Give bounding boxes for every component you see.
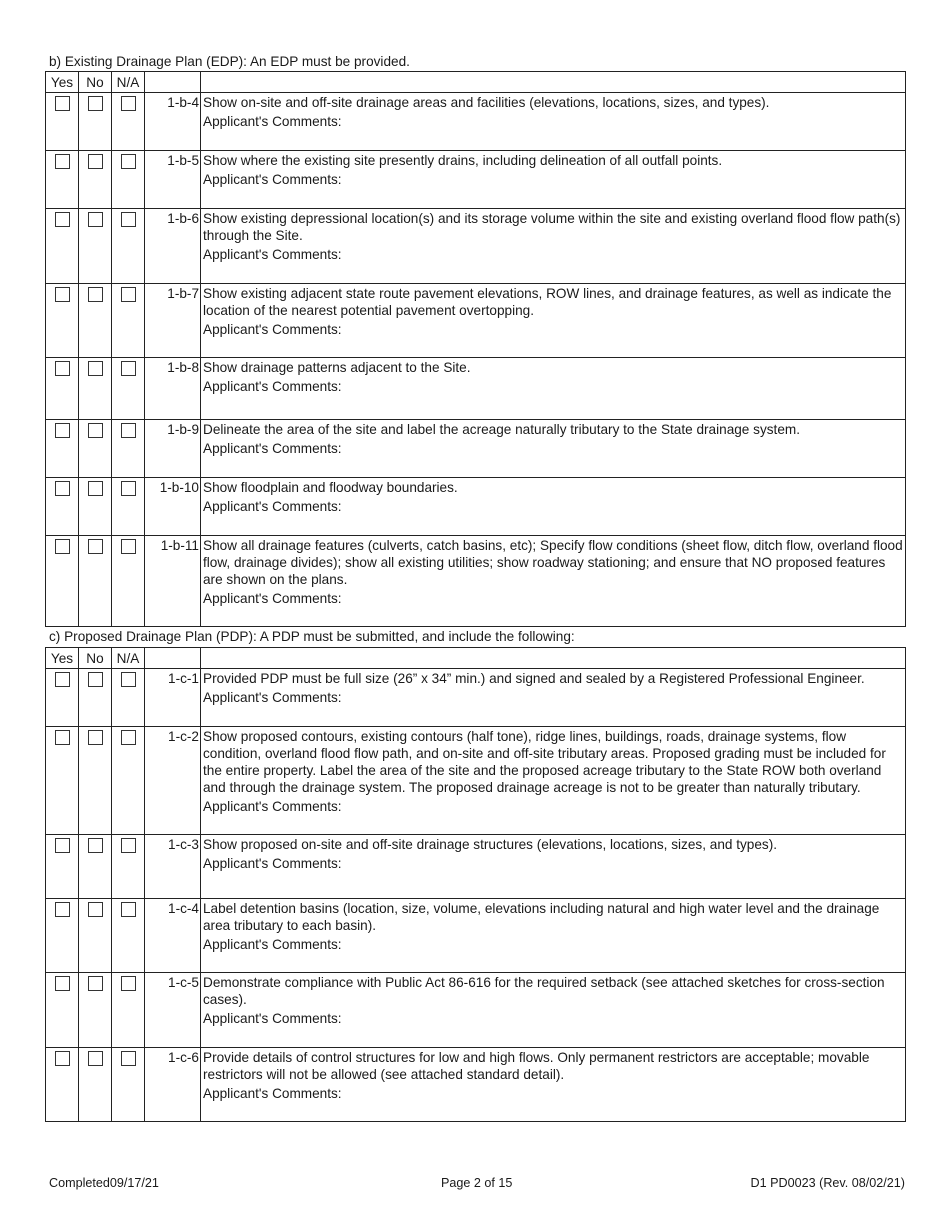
item-id: 1-c-4	[145, 899, 201, 973]
applicant-comments-label[interactable]: Applicant's Comments:	[203, 1086, 342, 1101]
item-description-cell	[201, 478, 906, 536]
header-no: No	[79, 648, 112, 669]
na-checkbox[interactable]	[121, 976, 136, 991]
header-description	[201, 648, 906, 669]
item-description-cell	[201, 727, 906, 835]
no-cell	[79, 209, 112, 284]
yes-checkbox[interactable]	[55, 1051, 70, 1066]
no-cell	[79, 151, 112, 209]
yes-cell	[46, 835, 79, 899]
applicant-comments-label[interactable]: Applicant's Comments:	[203, 499, 342, 514]
yes-cell	[46, 973, 79, 1048]
na-checkbox[interactable]	[121, 287, 136, 302]
item-description-cell	[201, 358, 906, 420]
yes-cell	[46, 669, 79, 727]
yes-checkbox[interactable]	[55, 212, 70, 227]
no-checkbox[interactable]	[88, 481, 103, 496]
footer-form-id: D1 PD0023 (Rev. 08/02/21)	[750, 1176, 905, 1190]
section-b-title: b) Existing Drainage Plan (EDP): An EDP must be provided.	[49, 54, 410, 69]
yes-checkbox[interactable]	[55, 287, 70, 302]
no-checkbox[interactable]	[88, 154, 103, 169]
yes-checkbox[interactable]	[55, 902, 70, 917]
yes-cell	[46, 727, 79, 835]
na-cell	[112, 973, 145, 1048]
checklist-row	[46, 835, 906, 899]
item-id: 1-c-6	[145, 1048, 201, 1122]
applicant-comments-label[interactable]: Applicant's Comments:	[203, 114, 342, 129]
proposed-drainage-table	[45, 647, 906, 1122]
item-description-cell	[201, 536, 906, 627]
na-cell	[112, 1048, 145, 1122]
item-id: 1-c-2	[145, 727, 201, 835]
footer-completed	[49, 1176, 159, 1191]
yes-checkbox[interactable]	[55, 976, 70, 991]
no-checkbox[interactable]	[88, 96, 103, 111]
item-id: 1-b-5	[145, 151, 201, 209]
item-description: Show existing depressional location(s) and its storage volume within the site and existing overland flood flow path(s) through the Site.	[203, 211, 901, 243]
no-cell	[79, 358, 112, 420]
applicant-comments-label[interactable]: Applicant's Comments:	[203, 799, 342, 814]
item-description: Show on-site and off-site drainage areas and facilities (elevations, locations, sizes, and types).	[203, 95, 770, 110]
item-description: Show proposed on-site and off-site drainage structures (elevations, locations, sizes, and types).	[203, 837, 778, 852]
item-id: 1-b-7	[145, 284, 201, 358]
header-yes: Yes	[46, 648, 79, 669]
applicant-comments-label[interactable]: Applicant's Comments:	[203, 690, 342, 705]
yes-checkbox[interactable]	[55, 154, 70, 169]
item-description-cell	[201, 151, 906, 209]
yes-cell	[46, 536, 79, 627]
no-checkbox[interactable]	[88, 976, 103, 991]
checklist-row	[46, 358, 906, 420]
no-cell	[79, 835, 112, 899]
section-c-title: c) Proposed Drainage Plan (PDP): A PDP must be submitted, and include the following:	[49, 629, 575, 644]
checklist-row	[46, 93, 906, 151]
no-cell	[79, 973, 112, 1048]
na-checkbox[interactable]	[121, 481, 136, 496]
completed-label: Completed	[49, 1176, 110, 1190]
item-description: Provided PDP must be full size (26” x 34” min.) and signed and sealed by a Registered Professional Engineer.	[203, 671, 865, 686]
item-description: Label detention basins (location, size, volume, elevations including natural and high water level and the drainage area tributary to each basin).	[203, 901, 880, 933]
yes-cell	[46, 93, 79, 151]
na-checkbox[interactable]	[121, 730, 136, 745]
applicant-comments-label[interactable]: Applicant's Comments:	[203, 247, 342, 262]
header-description	[201, 72, 906, 93]
item-description-cell	[201, 1048, 906, 1122]
no-checkbox[interactable]	[88, 423, 103, 438]
no-checkbox[interactable]	[88, 838, 103, 853]
yes-cell	[46, 420, 79, 478]
yes-checkbox[interactable]	[55, 672, 70, 687]
na-checkbox[interactable]	[121, 361, 136, 376]
header-id	[145, 648, 201, 669]
applicant-comments-label[interactable]: Applicant's Comments:	[203, 322, 342, 337]
na-checkbox[interactable]	[121, 672, 136, 687]
no-cell	[79, 727, 112, 835]
applicant-comments-label[interactable]: Applicant's Comments:	[203, 937, 342, 952]
no-checkbox[interactable]	[88, 730, 103, 745]
yes-cell	[46, 478, 79, 536]
item-id: 1-b-6	[145, 209, 201, 284]
na-cell	[112, 835, 145, 899]
existing-drainage-table	[45, 71, 906, 627]
item-id: 1-c-3	[145, 835, 201, 899]
na-cell	[112, 536, 145, 627]
na-cell	[112, 727, 145, 835]
item-description: Show existing adjacent state route pavement elevations, ROW lines, and drainage features, as well as indicate the location of the nearest potential pavement overtopping.	[203, 286, 892, 318]
yes-checkbox[interactable]	[55, 423, 70, 438]
item-id: 1-b-10	[145, 478, 201, 536]
table-header-row	[46, 72, 906, 93]
na-checkbox[interactable]	[121, 539, 136, 554]
na-cell	[112, 284, 145, 358]
yes-checkbox[interactable]	[55, 539, 70, 554]
checklist-row	[46, 973, 906, 1048]
item-description-cell	[201, 835, 906, 899]
no-checkbox[interactable]	[88, 672, 103, 687]
checklist-row	[46, 1048, 906, 1122]
na-checkbox[interactable]	[121, 902, 136, 917]
applicant-comments-label[interactable]: Applicant's Comments:	[203, 172, 342, 187]
no-cell	[79, 1048, 112, 1122]
item-id: 1-b-9	[145, 420, 201, 478]
table-header-row	[46, 648, 906, 669]
yes-cell	[46, 151, 79, 209]
na-cell	[112, 93, 145, 151]
item-id: 1-b-11	[145, 536, 201, 627]
na-cell	[112, 669, 145, 727]
item-description: Show drainage patterns adjacent to the Site.	[203, 360, 471, 375]
header-na: N/A	[112, 72, 145, 93]
checklist-row	[46, 669, 906, 727]
na-checkbox[interactable]	[121, 423, 136, 438]
no-checkbox[interactable]	[88, 539, 103, 554]
item-description-cell	[201, 899, 906, 973]
no-checkbox[interactable]	[88, 212, 103, 227]
item-id: 1-b-4	[145, 93, 201, 151]
checklist-row	[46, 151, 906, 209]
na-cell	[112, 151, 145, 209]
na-cell	[112, 478, 145, 536]
item-id: 1-c-1	[145, 669, 201, 727]
item-id: 1-b-8	[145, 358, 201, 420]
yes-cell	[46, 899, 79, 973]
no-checkbox[interactable]	[88, 287, 103, 302]
applicant-comments-label[interactable]: Applicant's Comments:	[203, 856, 342, 871]
checklist-row	[46, 420, 906, 478]
na-checkbox[interactable]	[121, 154, 136, 169]
checklist-row	[46, 727, 906, 835]
yes-checkbox[interactable]	[55, 838, 70, 853]
no-cell	[79, 669, 112, 727]
no-cell	[79, 93, 112, 151]
na-checkbox[interactable]	[121, 1051, 136, 1066]
na-cell	[112, 420, 145, 478]
yes-checkbox[interactable]	[55, 96, 70, 111]
no-checkbox[interactable]	[88, 902, 103, 917]
applicant-comments-label[interactable]: Applicant's Comments:	[203, 591, 342, 606]
no-cell	[79, 899, 112, 973]
item-description: Show where the existing site presently drains, including delineation of all outfall points.	[203, 153, 723, 168]
na-checkbox[interactable]	[121, 838, 136, 853]
yes-checkbox[interactable]	[55, 730, 70, 745]
yes-cell	[46, 209, 79, 284]
item-description-cell	[201, 973, 906, 1048]
checklist-row	[46, 284, 906, 358]
checklist-row	[46, 478, 906, 536]
checklist-row	[46, 536, 906, 627]
item-description: Demonstrate compliance with Public Act 86-616 for the required setback (see attached sketches for cross-section cases).	[203, 975, 885, 1007]
item-description-cell	[201, 209, 906, 284]
item-description-cell	[201, 420, 906, 478]
yes-checkbox[interactable]	[55, 361, 70, 376]
na-checkbox[interactable]	[121, 96, 136, 111]
applicant-comments-label[interactable]: Applicant's Comments:	[203, 1011, 342, 1026]
checklist-row	[46, 899, 906, 973]
na-checkbox[interactable]	[121, 212, 136, 227]
na-cell	[112, 209, 145, 284]
item-description: Provide details of control structures for low and high flows. Only permanent restrictors are acceptable; movable restrictors will not be allowed (see attached standard detail).	[203, 1050, 870, 1082]
no-checkbox[interactable]	[88, 361, 103, 376]
completed-date: 09/17/21	[109, 1176, 159, 1190]
checklist-row	[46, 209, 906, 284]
applicant-comments-label[interactable]: Applicant's Comments:	[203, 441, 342, 456]
footer-page-number: Page 2 of 15	[441, 1176, 513, 1190]
applicant-comments-label[interactable]: Applicant's Comments:	[203, 379, 342, 394]
item-description: Show proposed contours, existing contours (half tone), ridge lines, buildings, roads, drainage systems, flow condition, overland flood flow path, and on-site and off-site tributary areas. Proposed grading must be included for the entire property. Label the area of the site and the proposed acreage tributary to the State ROW both overland and through the drainage system. The proposed drainage acreage is not to be greater than naturally tributary.	[203, 729, 886, 795]
item-description: Show all drainage features (culverts, catch basins, etc); Specify flow conditions (sheet flow, ditch flow, overland flood flow, drainage divides); show all existing utilities; show roadway stationing; and ensure that NO proposed features are shown on the plans.	[203, 538, 903, 587]
na-cell	[112, 358, 145, 420]
no-cell	[79, 420, 112, 478]
header-id	[145, 72, 201, 93]
header-na: N/A	[112, 648, 145, 669]
item-id: 1-c-5	[145, 973, 201, 1048]
item-description-cell	[201, 669, 906, 727]
yes-cell	[46, 358, 79, 420]
header-no: No	[79, 72, 112, 93]
yes-checkbox[interactable]	[55, 481, 70, 496]
item-description: Show floodplain and floodway boundaries.	[203, 480, 458, 495]
yes-cell	[46, 1048, 79, 1122]
no-cell	[79, 284, 112, 358]
na-cell	[112, 899, 145, 973]
header-yes: Yes	[46, 72, 79, 93]
item-description-cell	[201, 284, 906, 358]
no-cell	[79, 478, 112, 536]
item-description-cell	[201, 93, 906, 151]
yes-cell	[46, 284, 79, 358]
no-cell	[79, 536, 112, 627]
no-checkbox[interactable]	[88, 1051, 103, 1066]
item-description: Delineate the area of the site and label the acreage naturally tributary to the State drainage system.	[203, 422, 800, 437]
